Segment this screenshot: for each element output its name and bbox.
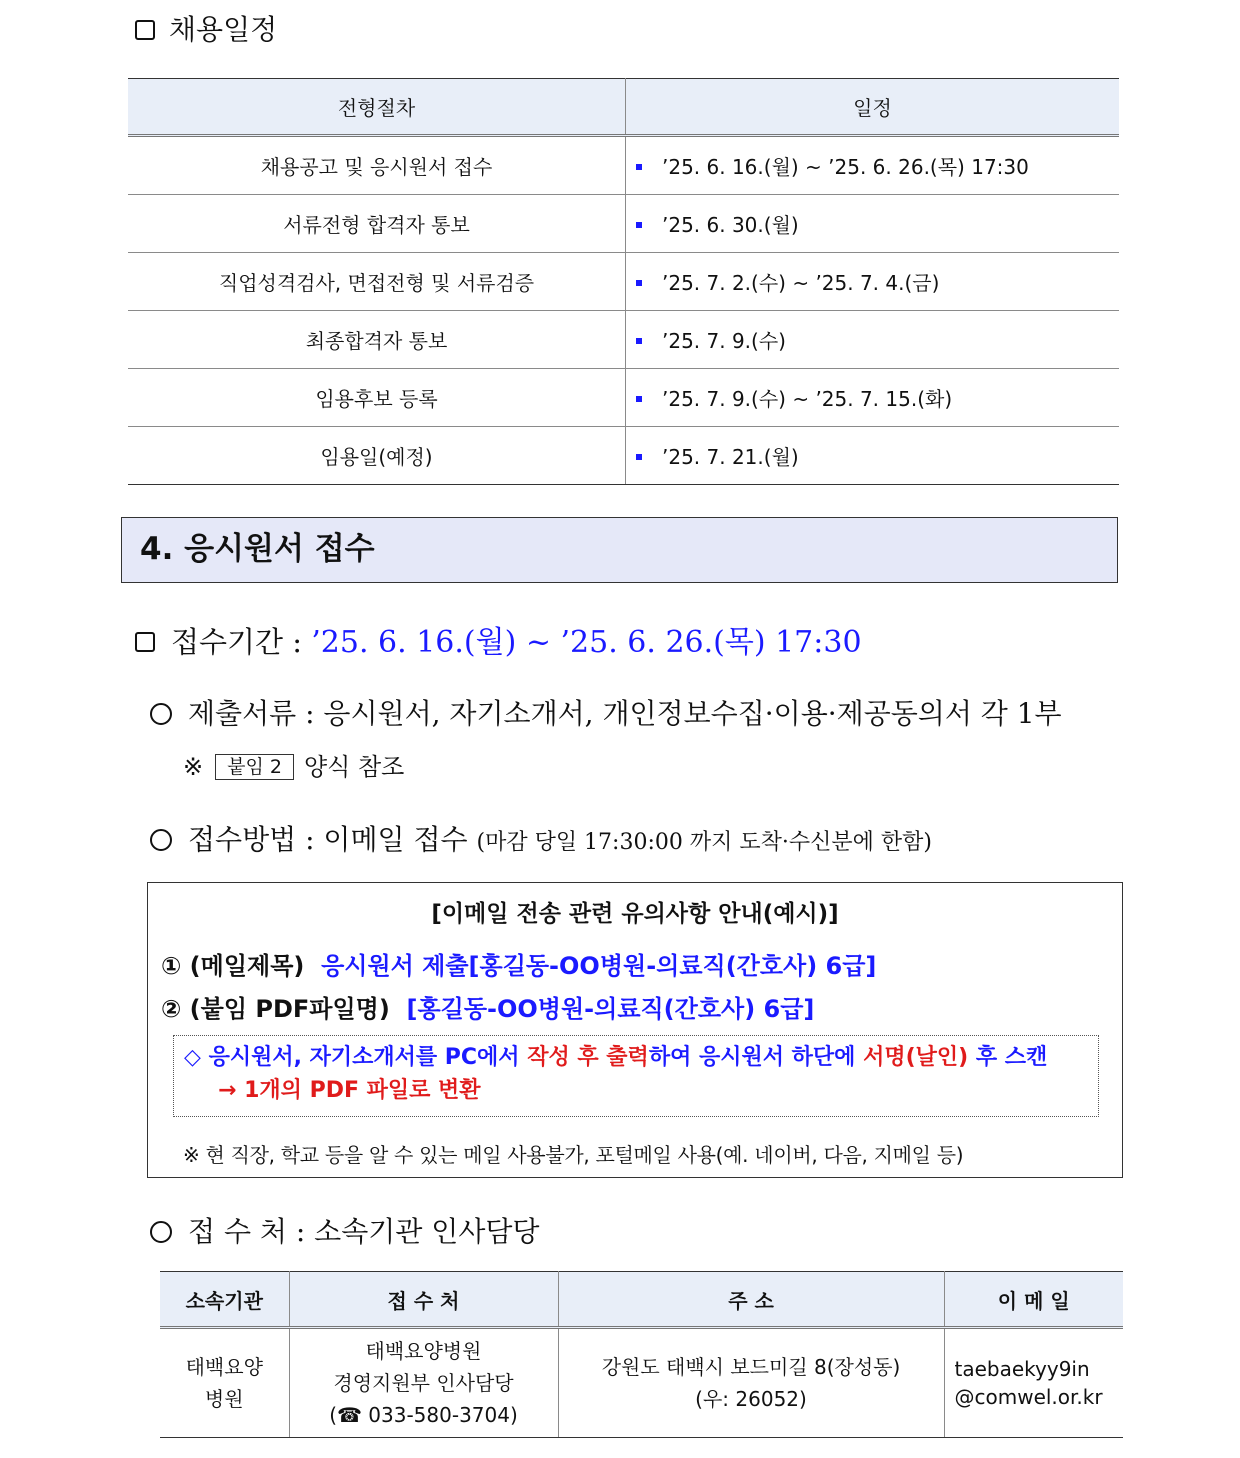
table-row	[128, 253, 1119, 311]
step-cell: 직업성격검사, 면접전형 및 서류검증	[128, 253, 626, 311]
square-bullet-icon	[636, 222, 642, 228]
step-cell: 최종합격자 통보	[128, 311, 626, 369]
header-receiver: 접 수 처	[289, 1272, 558, 1328]
method-note: (마감 당일 17:30:00 까지 도착·수신분에 한함)	[476, 830, 932, 855]
email-address-part[interactable]: taebaekyy9in	[954, 1357, 1090, 1381]
table-header-row	[128, 79, 1119, 136]
application-period	[135, 622, 862, 663]
email-subject-line: ① (메일제목) 응시원서 제출[홍길동-OO병원-의료직(간호사) 6급]	[161, 952, 877, 980]
schedule-heading: 채용일정	[135, 12, 277, 48]
email-notice-title: [이메일 전송 관련 유의사항 안내(예시)]	[431, 901, 839, 927]
period-label: 접수기간 :	[171, 625, 303, 659]
date-cell: ’25. 7. 21.(월)	[626, 427, 1120, 485]
table-row	[128, 369, 1119, 427]
square-bullet-icon	[135, 632, 155, 652]
section-title: 4. 응시원서 접수	[121, 517, 1118, 583]
date-cell: ’25. 7. 9.(수)	[626, 311, 1120, 369]
address-cell: 강원도 태백시 보드미길 8(장성동) (우: 26052)	[558, 1328, 944, 1438]
header-address: 주 소	[558, 1272, 944, 1328]
step-cell: 채용공고 및 응시원서 접수	[128, 136, 626, 195]
date-cell: ’25. 7. 2.(수) ~ ’25. 7. 4.(금)	[626, 253, 1120, 311]
table-header-row	[160, 1272, 1123, 1328]
table-row	[128, 311, 1119, 369]
required-documents: 제출서류 : 응시원서, 자기소개서, 개인정보수집·이용·제공동의서 각 1부	[150, 694, 1062, 734]
email-attachment-line: ② (붙임 PDF파일명) [홍길동-OO병원-의료직(간호사) 6급]	[161, 995, 815, 1023]
email-cell[interactable]	[944, 1328, 1123, 1438]
pdf-instruction-box	[173, 1035, 1099, 1117]
date-cell: ’25. 6. 30.(월)	[626, 195, 1120, 253]
table-row	[128, 136, 1119, 195]
application-method: 접수방법 : 이메일 접수 (마감 당일 17:30:00 까지 도착·수신분에 한함)	[150, 820, 932, 863]
square-bullet-icon	[636, 280, 642, 286]
contact-table	[160, 1271, 1123, 1438]
header-org: 소속기관	[160, 1272, 289, 1328]
attachment-badge: 붙임 2	[215, 754, 294, 780]
date-cell: ’25. 6. 16.(월) ~ ’25. 6. 26.(목) 17:30	[626, 136, 1120, 195]
circle-bullet-icon	[150, 703, 172, 725]
period-value: ’25. 6. 16.(월) ~ ’25. 6. 26.(목) 17:30	[311, 625, 862, 660]
square-bullet-icon	[636, 164, 642, 170]
table-row	[128, 427, 1119, 485]
email-footnote: ※ 현 직장, 학교 등을 알 수 있는 메일 사용불가, 포털메일 사용(예. 네이버, 다음, 지메일 등)	[183, 1143, 964, 1167]
table-row	[128, 195, 1119, 253]
header-step: 전형절차	[128, 79, 626, 136]
schedule-table	[128, 78, 1119, 485]
email-notice-box	[147, 882, 1123, 1178]
circle-bullet-icon	[150, 1221, 172, 1243]
documents-note: ※ 붙임 2 양식 참조	[183, 753, 405, 781]
square-bullet-icon	[135, 20, 155, 40]
header-email: 이 메 일	[944, 1272, 1123, 1328]
header-date: 일정	[626, 79, 1120, 136]
square-bullet-icon	[636, 396, 642, 402]
square-bullet-icon	[636, 454, 642, 460]
circle-bullet-icon	[150, 829, 172, 851]
org-cell: 태백요양 병원	[160, 1328, 289, 1438]
step-cell: 임용후보 등록	[128, 369, 626, 427]
step-cell: 서류전형 합격자 통보	[128, 195, 626, 253]
receiver-cell: 태백요양병원 경영지원부 인사담당 (☎ 033-580-3704)	[289, 1328, 558, 1438]
phone-number: (☎ 033-580-3704)	[329, 1403, 518, 1427]
step-cell: 임용일(예정)	[128, 427, 626, 485]
date-cell: ’25. 7. 9.(수) ~ ’25. 7. 15.(화)	[626, 369, 1120, 427]
receiver-line: 접 수 처 : 소속기관 인사담당	[150, 1212, 539, 1252]
instruction-row: ◇ 응시원서, 자기소개서를 PC에서 작성 후 출력하여 응시원서 하단에 서명(날인) 후 스캔	[184, 1045, 1048, 1070]
square-bullet-icon	[636, 338, 642, 344]
email-address-part[interactable]: @comwel.or.kr	[954, 1385, 1103, 1409]
table-row	[160, 1328, 1123, 1438]
instruction-row: → 1개의 PDF 파일로 변환	[218, 1078, 481, 1103]
